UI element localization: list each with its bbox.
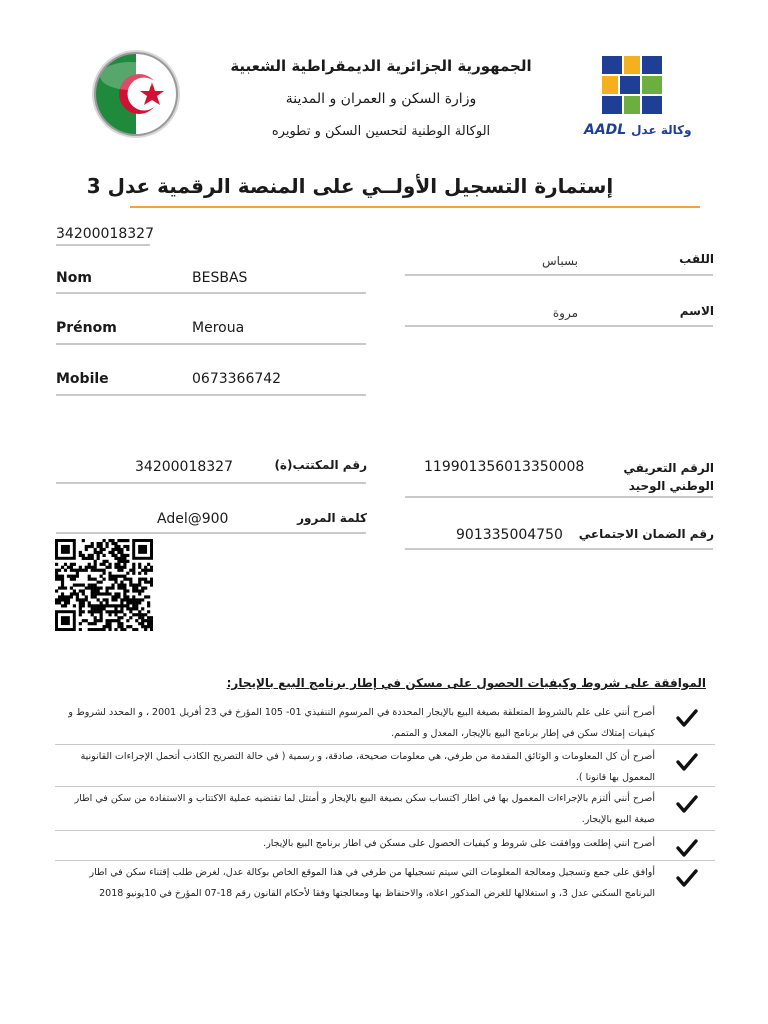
social-security-value: 901335004750 bbox=[456, 527, 563, 543]
aadl-logo bbox=[584, 52, 694, 148]
title-rule bbox=[130, 206, 700, 208]
firstname-ar-label: الاسم bbox=[679, 304, 714, 318]
agreement-text: أصرح أنني على علم بالشروط المتعلقة بصيغة البيع بالإيجار المحددة في المرسوم التنفيذي 01- 105 المؤرخ في 23 أفريل 2001 ، و المحدد لشروط و كيفيات إمتلاك سكن في إطار برنامج البيع بالإيجار، المعدل و المتمم. bbox=[68, 707, 655, 739]
field-rule bbox=[56, 244, 150, 246]
subscriber-number-label: رقم المكتتب(ة) bbox=[274, 458, 367, 472]
agreement-item bbox=[55, 786, 715, 831]
surname-ar-value: بسباس bbox=[542, 254, 578, 268]
republic-name: الجمهورية الجزائرية الديمقراطية الشعبية bbox=[230, 57, 532, 75]
subscriber-id-top: 34200018327 bbox=[56, 226, 154, 242]
mobile-label: Mobile bbox=[56, 371, 109, 387]
mobile-value: 0673366742 bbox=[192, 371, 282, 387]
agreement-item bbox=[55, 744, 715, 787]
agreement-text: أصرح انني إطلعت ووافقت على شروط و كيفيات الحصول على مسكن في اطار برنامج البيع بالإيجار. bbox=[263, 838, 655, 849]
checkmark-icon bbox=[675, 750, 699, 774]
checkmark-icon bbox=[675, 866, 699, 890]
social-security-label: رقم الضمان الاجتماعي bbox=[578, 527, 714, 541]
surname-ar-label: اللقب bbox=[679, 252, 714, 266]
agreement-text: أصرح أن كل المعلومات و الوثائق المقدمة من طرفي، هي معلومات صحيحة، صادقة، و رسمية ( في حالة التصريح الكاذب أتحمل الإجراءات القانونية المعمول بها قانونا ). bbox=[80, 751, 655, 783]
checkmark-icon bbox=[675, 836, 699, 860]
firstname-ar-value: مروة bbox=[552, 306, 578, 320]
password-value: Adel@900 bbox=[157, 511, 229, 527]
nin-value: 119901356013350008 bbox=[424, 459, 585, 475]
field-rule bbox=[56, 343, 366, 345]
prenom-value: Meroua bbox=[192, 320, 245, 336]
subscriber-number-value: 34200018327 bbox=[135, 459, 233, 475]
agreement-item bbox=[55, 860, 715, 926]
field-rule bbox=[56, 394, 366, 396]
field-rule bbox=[56, 532, 366, 534]
field-rule bbox=[56, 482, 366, 484]
checkmark-icon bbox=[675, 792, 699, 816]
nom-value: BESBAS bbox=[192, 270, 248, 286]
agreement-item bbox=[55, 830, 715, 861]
agreement-text: أوافق على جمع وتسجيل ومعالجة المعلومات التي سيتم تسجيلها من طرفي في هذا الموقع الخاص بوكالة عدل، لغرض طلب إقتناء سكن في اطار البرنامج السكني عدل 3، و استغلالها للغرض المذكور اعلاه، والاحتفاظ بها ومعالجتها وفقا لأحكام القانون رقم 18-07 المؤرخ في 10يونيو 2018 bbox=[89, 867, 655, 899]
logo-text-arabic: وكالة عدل bbox=[631, 123, 692, 137]
field-rule bbox=[405, 274, 713, 276]
form-title: إستمارة التسجيل الأولــي على المنصة الرقمية عدل 3 bbox=[86, 174, 614, 198]
agreement-heading: الموافقة على شروط وكيفيات الحصول على مسكن في إطار برنامج البيع بالإيجار: bbox=[226, 676, 706, 690]
ministry-name: وزارة السكن و العمران و المدينة bbox=[285, 91, 477, 107]
agreement-item bbox=[55, 700, 715, 745]
field-rule bbox=[405, 548, 713, 550]
field-rule bbox=[56, 292, 366, 294]
qr-code bbox=[55, 539, 153, 631]
agency-name: الوكالة الوطنية لتحسين السكن و تطويره bbox=[271, 124, 491, 139]
nom-label: Nom bbox=[56, 270, 92, 286]
algeria-flag-emblem bbox=[90, 48, 182, 140]
nin-label: الرقم التعريفي الوطني الوحيد bbox=[623, 461, 714, 493]
password-label: كلمة المرور bbox=[297, 511, 367, 525]
field-rule bbox=[405, 325, 713, 327]
field-rule bbox=[405, 496, 713, 498]
logo-text-latin: AADL bbox=[584, 122, 627, 138]
checkmark-icon bbox=[675, 706, 699, 730]
agreement-text: أصرح أنني ألتزم بالإجراءات المعمول بها في اطار اكتساب سكن بصيغة البيع بالإيجار و أمتثل لما تقتضيه عملية الاكتتاب و الاستفادة من سكن في اطار صيغة البيع بالإيجار. bbox=[74, 793, 655, 825]
prenom-label: Prénom bbox=[56, 320, 117, 336]
